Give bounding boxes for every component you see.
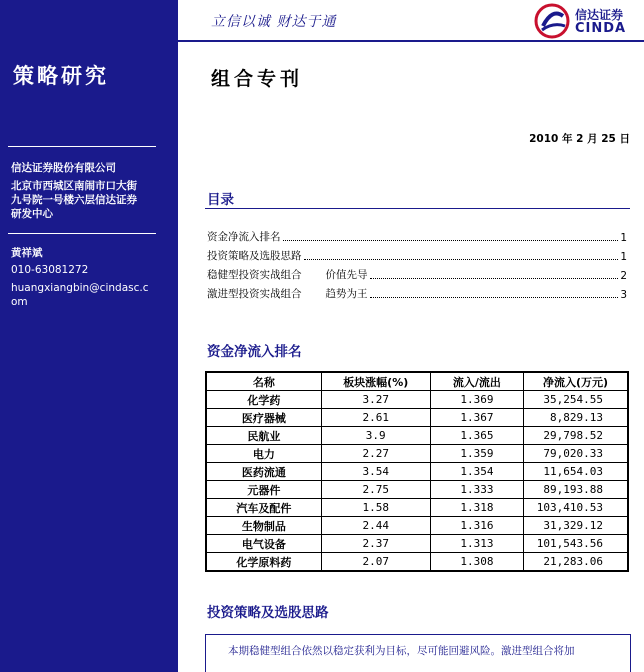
- sector-change: 3.9: [321, 427, 430, 445]
- toc-item[interactable]: [207, 244, 627, 263]
- sidebar-divider: [8, 146, 156, 147]
- inflow-outflow-ratio: 1.367: [430, 409, 523, 427]
- column-header: 净流入(万元): [524, 373, 628, 391]
- sector-name: 医药流通: [207, 463, 322, 481]
- logo-text-cn: 信达证券: [575, 8, 624, 22]
- column-header: 名称: [207, 373, 322, 391]
- inflow-outflow-ratio: 1.365: [430, 427, 523, 445]
- sector-name: 化学原料药: [207, 553, 322, 571]
- toc-item[interactable]: [207, 282, 627, 301]
- section-heading-inflow: 资金净流入排名: [207, 344, 302, 360]
- sector-change: 2.44: [321, 517, 430, 535]
- sector-name: 生物制品: [207, 517, 322, 535]
- table-row: [207, 463, 628, 481]
- net-inflow: 8,829.13: [524, 409, 628, 427]
- sector-change: 2.27: [321, 445, 430, 463]
- table-row: [207, 427, 628, 445]
- slogan: 立信以诚 财达于通: [211, 14, 337, 30]
- sector-name: 汽车及配件: [207, 499, 322, 517]
- sector-name: 化学药: [207, 391, 322, 409]
- sector-change: 2.61: [321, 409, 430, 427]
- inflow-outflow-ratio: 1.354: [430, 463, 523, 481]
- analyst-email-cont[interactable]: om: [11, 296, 28, 308]
- toc-item-page: 3: [620, 289, 627, 301]
- toc-item[interactable]: [207, 263, 627, 282]
- net-inflow: 21,283.06: [524, 553, 628, 571]
- column-header: 流入/流出: [430, 373, 523, 391]
- address-line: 研发中心: [11, 208, 53, 220]
- toc-item-label: 激进型投资实战组合: [207, 288, 302, 300]
- net-inflow: 101,543.56: [524, 535, 628, 553]
- company-logo: [533, 2, 639, 40]
- toc-item-page: 2: [620, 270, 627, 282]
- sector-name: 电气设备: [207, 535, 322, 553]
- table-row: [207, 499, 628, 517]
- toc-item-page: 1: [620, 232, 627, 244]
- report-date: 2010 年 2 月 25 日: [529, 133, 630, 145]
- report-title: 组合专刊: [211, 68, 304, 90]
- table-row: [207, 535, 628, 553]
- inflow-ranking-table: [205, 371, 629, 572]
- analyst-name: 黄祥斌: [11, 247, 43, 259]
- inflow-outflow-ratio: 1.308: [430, 553, 523, 571]
- sector-change: 2.75: [321, 481, 430, 499]
- sector-name: 民航业: [207, 427, 322, 445]
- sector-name: 元器件: [207, 481, 322, 499]
- sidebar: [0, 0, 178, 672]
- toc-leader: [370, 297, 619, 298]
- toc-heading: 目录: [207, 192, 234, 208]
- table-row: [207, 481, 628, 499]
- toc-item-subtitle: 价值先导: [325, 269, 368, 281]
- sidebar-title: 策略研究: [13, 63, 109, 88]
- sector-name: 医疗器械: [207, 409, 322, 427]
- sector-change: 1.58: [321, 499, 430, 517]
- inflow-outflow-ratio: 1.313: [430, 535, 523, 553]
- sector-change: 3.27: [321, 391, 430, 409]
- net-inflow: 103,410.53: [524, 499, 628, 517]
- toc-item-page: 1: [620, 251, 627, 263]
- inflow-outflow-ratio: 1.369: [430, 391, 523, 409]
- inflow-outflow-ratio: 1.333: [430, 481, 523, 499]
- toc-item-label: 稳健型投资实战组合: [207, 269, 302, 281]
- toc-rule: [205, 208, 630, 209]
- table-row: [207, 553, 628, 571]
- toc-item[interactable]: [207, 225, 627, 244]
- section-heading-strategy: 投资策略及选股思路: [207, 605, 329, 621]
- sector-name: 电力: [207, 445, 322, 463]
- toc-item-subtitle: 趋势为王: [325, 288, 368, 300]
- table-of-contents: [207, 225, 627, 301]
- table-row: [207, 517, 628, 535]
- header-rule: [178, 40, 644, 42]
- toc-item-label: 投资策略及选股思路: [207, 250, 302, 262]
- toc-leader: [283, 240, 619, 241]
- sector-change: 3.54: [321, 463, 430, 481]
- address-line: 北京市西城区南闹市口大街: [11, 180, 137, 192]
- net-inflow: 31,329.12: [524, 517, 628, 535]
- inflow-outflow-ratio: 1.359: [430, 445, 523, 463]
- toc-leader: [304, 259, 619, 260]
- net-inflow: 35,254.55: [524, 391, 628, 409]
- net-inflow: 29,798.52: [524, 427, 628, 445]
- toc-leader: [370, 278, 619, 279]
- net-inflow: 79,020.33: [524, 445, 628, 463]
- inflow-outflow-ratio: 1.316: [430, 517, 523, 535]
- table-row: [207, 409, 628, 427]
- company-name: 信达证券股份有限公司: [11, 162, 116, 174]
- net-inflow: 89,193.88: [524, 481, 628, 499]
- table-header-row: [207, 373, 628, 391]
- inflow-outflow-ratio: 1.318: [430, 499, 523, 517]
- cinda-logo-icon: [533, 2, 573, 40]
- analyst-phone: 010-63081272: [11, 264, 89, 276]
- strategy-paragraph: 本期稳健型组合依然以稳定获利为目标，尽可能回避风险。激进型组合将加: [228, 645, 575, 657]
- sector-change: 2.37: [321, 535, 430, 553]
- table-row: [207, 391, 628, 409]
- toc-item-label: 资金净流入排名: [207, 231, 281, 243]
- net-inflow: 11,654.03: [524, 463, 628, 481]
- table-row: [207, 445, 628, 463]
- analyst-email[interactable]: huangxiangbin@cindasc.c: [11, 282, 149, 294]
- column-header: 板块涨幅(%): [321, 373, 430, 391]
- address-line: 九号院一号楼六层信达证券: [11, 194, 137, 206]
- sidebar-divider: [8, 233, 156, 234]
- logo-text-en: CINDA: [575, 21, 627, 36]
- sector-change: 2.07: [321, 553, 430, 571]
